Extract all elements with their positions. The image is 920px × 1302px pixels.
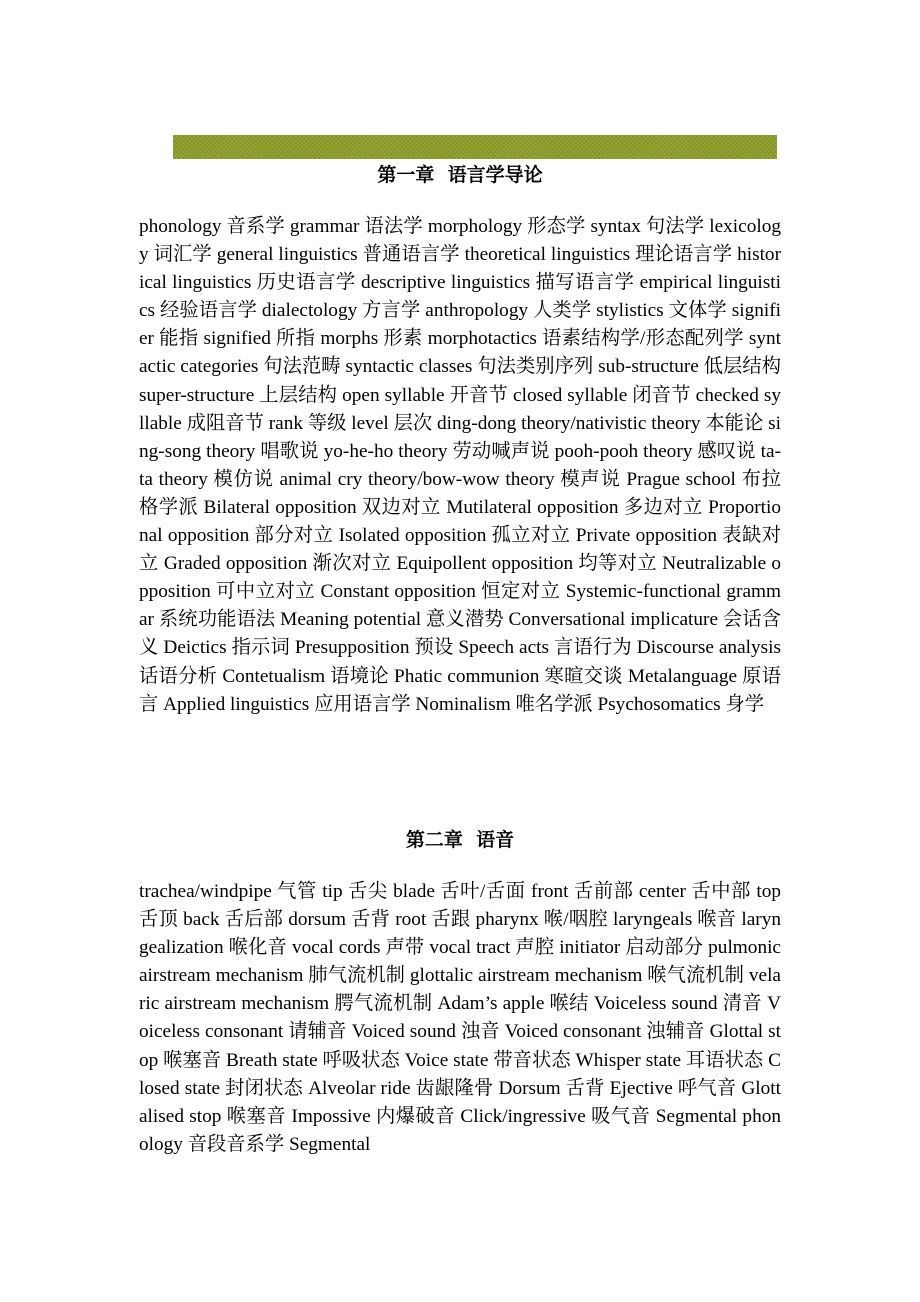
header-bar [173, 135, 777, 159]
chapter-2-title: 第二章 语音 [405, 829, 515, 851]
chapter-2-glossary-text: trachea/windpipe 气管 tip 舌尖 blade 舌叶/舌面 front 舌前部 center 舌中部 top 舌顶 back 舌后部 dorsum 舌背 root 舌跟 pharynx 喉/咽腔 laryngeals 喉音 laryngealization 喉化音 vocal cords 声带 vocal tract 声腔 initiator 启动部分 pulmonic airstream mechanism 肺气流机制 glottalic airstream mechanism 喉气流机制 velaric airstream mechanism 腭气流机制 Adam’s apple 喉结 Voiceless sound 清音 Voiceless consonant 请辅音 Voiced sound 浊音 Voiced consonant 浊辅音 Glottal stop 喉塞音 Breath state 呼吸状态 Voice state 带音状态 Whisper state 耳语状态 Closed state 封闭状态 Alveolar ride 齿龈隆骨 Dorsum 舌背 Ejective 呼气音 Glottalised stop 喉塞音 Impossive 内爆破音 Click/ingressive 吸气音 Segmental phonology 音段音系学 Segmental [139, 881, 781, 1155]
chapter-1-title: 第一章 语言学导论 [377, 164, 543, 186]
chapter-1-glossary-text: phonology 音系学 grammar 语法学 morphology 形态学 syntax 句法学 lexicology 词汇学 general linguistics 普通语言学 theoretical linguistics 理论语言学 historical linguistics 历史语言学 descriptive linguistics 描写语言学 empirical linguistics 经验语言学 dialectology 方言学 anthropology 人类学 stylistics 文体学 signifier 能指 signified 所指 morphs 形素 morphotactics 语素结构学/形态配列学 syntactic categories 句法范畴 syntactic classes 句法类别序列 sub-structure 低层结构 super-structure 上层结构 open syllable 开音节 closed syllable 闭音节 checked syllable 成阻音节 rank 等级 level 层次 ding-dong theory/nativistic theory 本能论 sing-song theory 唱歌说 yo-he-ho theory 劳动喊声说 pooh-pooh theory 感叹说 ta-ta theory 模仿说 animal cry theory/bow-wow theory 模声说 Prague school 布拉格学派 Bilateral opposition 双边对立 Mutilateral opposition 多边对立 Proportional opposition 部分对立 Isolated opposition 孤立对立 Private opposition 表缺对立 Graded opposition 渐次对立 Equipollent opposition 均等对立 Neutralizable opposition 可中立对立 Constant opposition 恒定对立 Systemic-functional grammar 系统功能语法 Meaning potential 意义潜势 Conversational implicature 会话含义 Deictics 指示词 Presupposition 预设 Speech acts 言语行为 Discourse analysis 话语分析 Contetualism 语境论 Phatic communion 寒暄交谈 Metalanguage 原语言 Applied linguistics 应用语言学 Nominalism 唯名学派 Psychosomatics 身学 [139, 216, 781, 715]
